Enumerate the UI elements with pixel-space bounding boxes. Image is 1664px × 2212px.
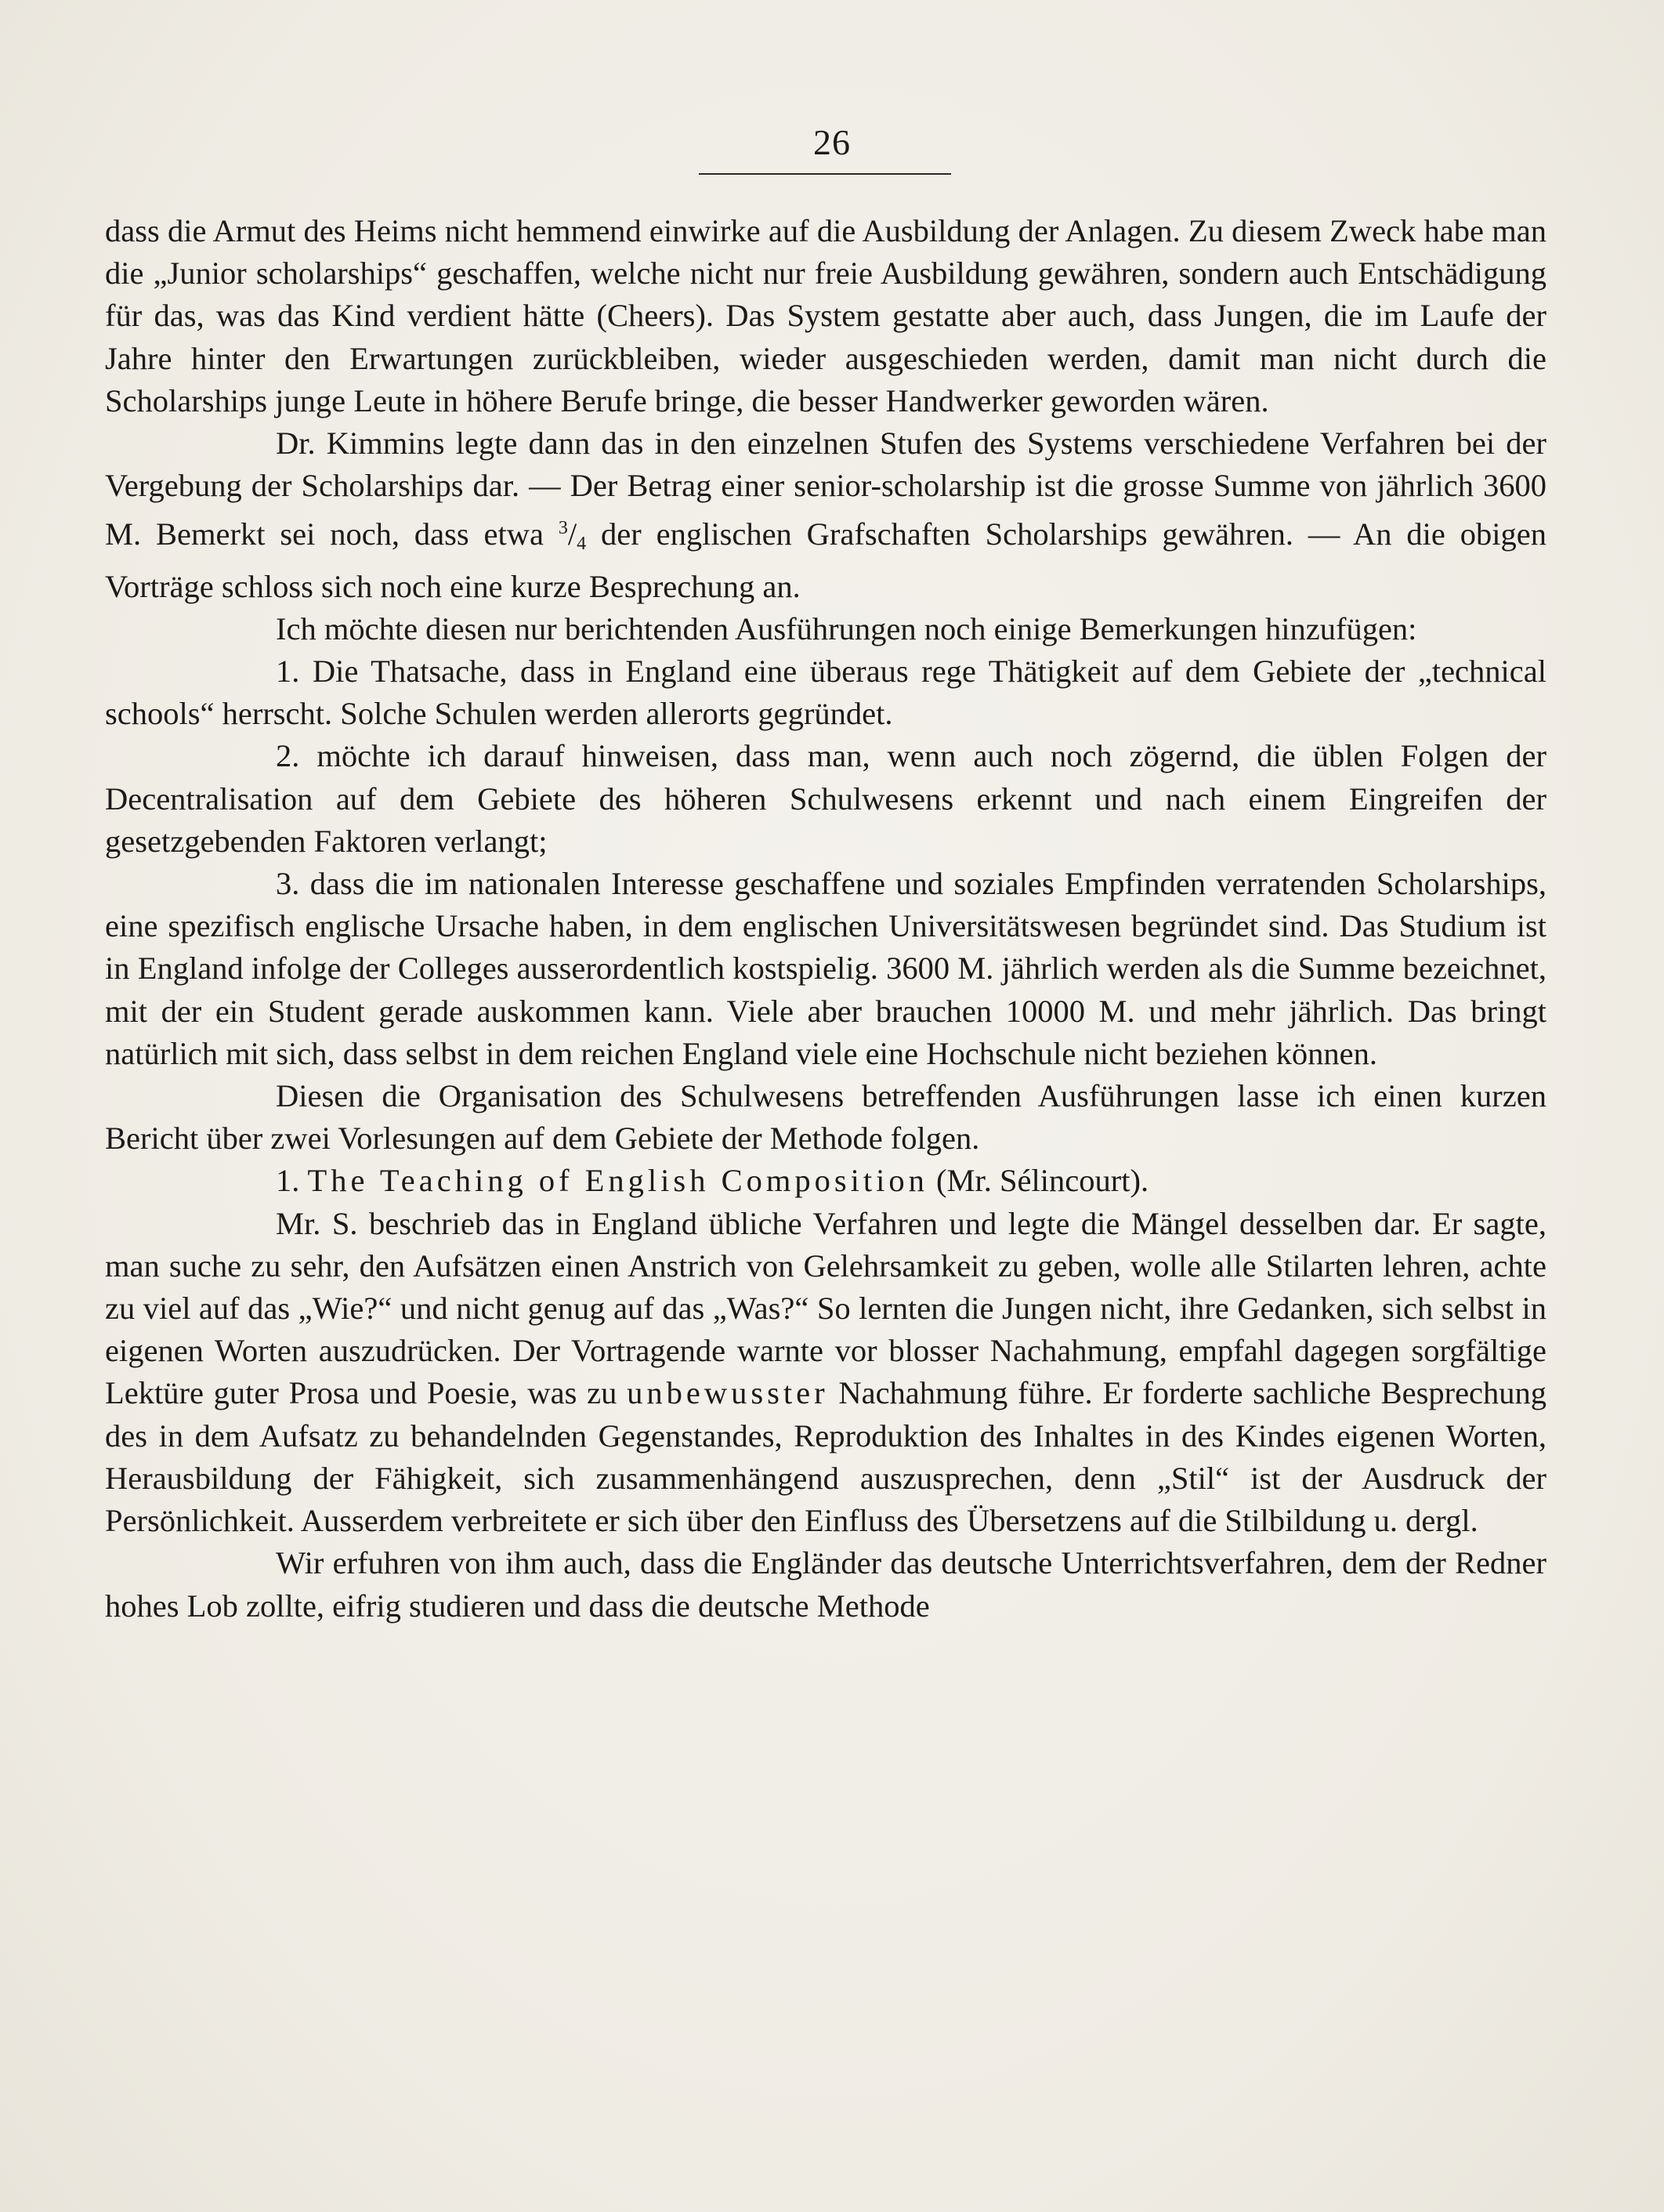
paragraph-kimmins: Dr. Kimmins legte dann das in den einzelnen Stufen des Systems verschiedene Verfahren bei der Vergebung der Scholarships dar. — Der Betrag einer senior-scholarship ist die grosse Summe von jährlich 3600 M. Bemerkt sei noch, dass etwa $^3/_4$ der englischen Grafschaften Scholarships gewähren. — An die obigen Vorträge schloss sich noch eine kurze Besprechung an.: [105, 425, 1547, 604]
paragraph-continuation: dass die Armut des Heims nicht hemmend einwirke auf die Ausbildung der Anlagen. Zu diesem Zweck habe man die „Junior scholarships“ geschaffen, welche nicht nur freie Ausbildung gewähren, sondern auch Entschädigung für das, was das Kind verdient hätte (Cheers). Das System gestatte aber auch, dass Jungen, die im Laufe der Jahre hinter den Erwartungen zurückbleiben, wieder ausgeschieden werden, damit man nicht durch die Scholarships junge Leute in höhere Berufe bringe, die besser Handwerker geworden wären.: [105, 213, 1546, 418]
fraction-denominator: 4: [577, 534, 587, 555]
section-number: 1.: [276, 1163, 300, 1199]
list-item-1: 1. Die Thatsache, dass in England eine überaus rege Thätigkeit auf dem Gebiete der „technical schools“ herrscht. Solche Schulen werden allerorts gegründet.: [105, 653, 1546, 732]
paragraph-remarks-intro: Ich möchte diesen nur berichtenden Ausführungen noch einige Bemerkungen hinzufügen:: [276, 610, 1417, 646]
fraction-numerator: 3: [558, 518, 568, 539]
section-title: The Teaching of English Composition: [307, 1163, 928, 1199]
section-author: (Mr. Sélincourt).: [935, 1163, 1149, 1199]
page-number: 26: [813, 122, 851, 162]
section-heading: [105, 1160, 1546, 1202]
paragraph-kimmins-text-b: der englischen Grafschaften Scholarships gewähren. — An die obigen Vorträge schloss sich noch eine kurze Besprechung an.: [105, 516, 1547, 604]
list-item-3: 3. dass die im nationalen Interesse geschaffene und soziales Empfinden verratenden Scholarships, eine spezifisch englische Ursache haben, in dem englischen Universitätswesen begründet sind. Das Studium ist in England infolge der Colleges ausserordentlich kostspielig. 3600 M. jährlich werden als die Summe bezeichnet, mit der ein Student gerade auskommen kann. Viele aber brauchen 10000 M. und mehr jährlich. Das bringt natürlich mit sich, dass selbst in dem reichen England viele eine Hochschule nicht beziehen können.: [105, 866, 1546, 1071]
header-rule: [699, 173, 951, 175]
list-item-2: 2. möchte ich darauf hinweisen, dass man, wenn auch noch zögernd, die üblen Folgen der Decentralisation auf dem Gebiete des höheren Schulwesens erkennt und nach einem Eingreifen der gesetzgebenden Faktoren verlangt;: [105, 738, 1546, 859]
paragraph-transition: Diesen die Organisation des Schulwesens betreffenden Ausführungen lasse ich einen kurzen Bericht über zwei Vorlesungen auf dem Gebiete der Methode folgen.: [105, 1078, 1546, 1157]
paragraph-selincourt-text-a: Mr. S. beschrieb das in England übliche Verfahren und legte die Mängel desselben dar. Er sagte, man suche zu sehr, den Aufsätzen einen Anstrich von Gelehrsamkeit zu geben, wolle alle Stilarten lehren, achte zu viel auf das „Wie?“ und nicht genug auf das „Was?“ So lernten die Jungen nicht, ihre Gedanken, sich selbst in eigenen Worten auszudrücken. Der Vortragende warnte vor blosser Nachahmung, empfahl dagegen sorgfältige Lektüre guter Prosa und Poesie, was zu: [105, 1205, 1546, 1411]
paragraph-kimmins-text-a: Dr. Kimmins legte dann das in den einzelnen Stufen des Systems verschiedene Verfahren bei der Vergebung der Scholarships dar. — Der Betrag einer senior-scholarship ist die grosse Summe von jährlich 3600 M. Bemerkt sei noch, dass etwa: [105, 425, 1546, 552]
emphasis-unbewusster: unbewusster: [627, 1375, 829, 1411]
body-text: [105, 210, 1546, 1627]
paragraph-selincourt-text-b: Nachahmung führe. Er forderte sachliche Besprechung des in dem Aufsatz zu behandelnden Gegenstandes, Reproduktion des Inhaltes in des Kindes eigenen Worten, Herausbildung der Fähigkeit, sich zusammenhängend auszusprechen, denn „Stil“ ist der Ausdruck der Persönlichkeit. Ausserdem verbreitete er sich über den Einfluss des Übersetzens auf die Stilbildung u. dergl.: [105, 1375, 1547, 1539]
paragraph-final: Wir erfuhren von ihm auch, dass die Engländer das deutsche Unterrichtsverfahren, dem der Redner hohes Lob zollte, eifrig studieren und dass die deutsche Methode: [105, 1545, 1546, 1624]
paragraph-selincourt: [105, 1203, 1546, 1543]
